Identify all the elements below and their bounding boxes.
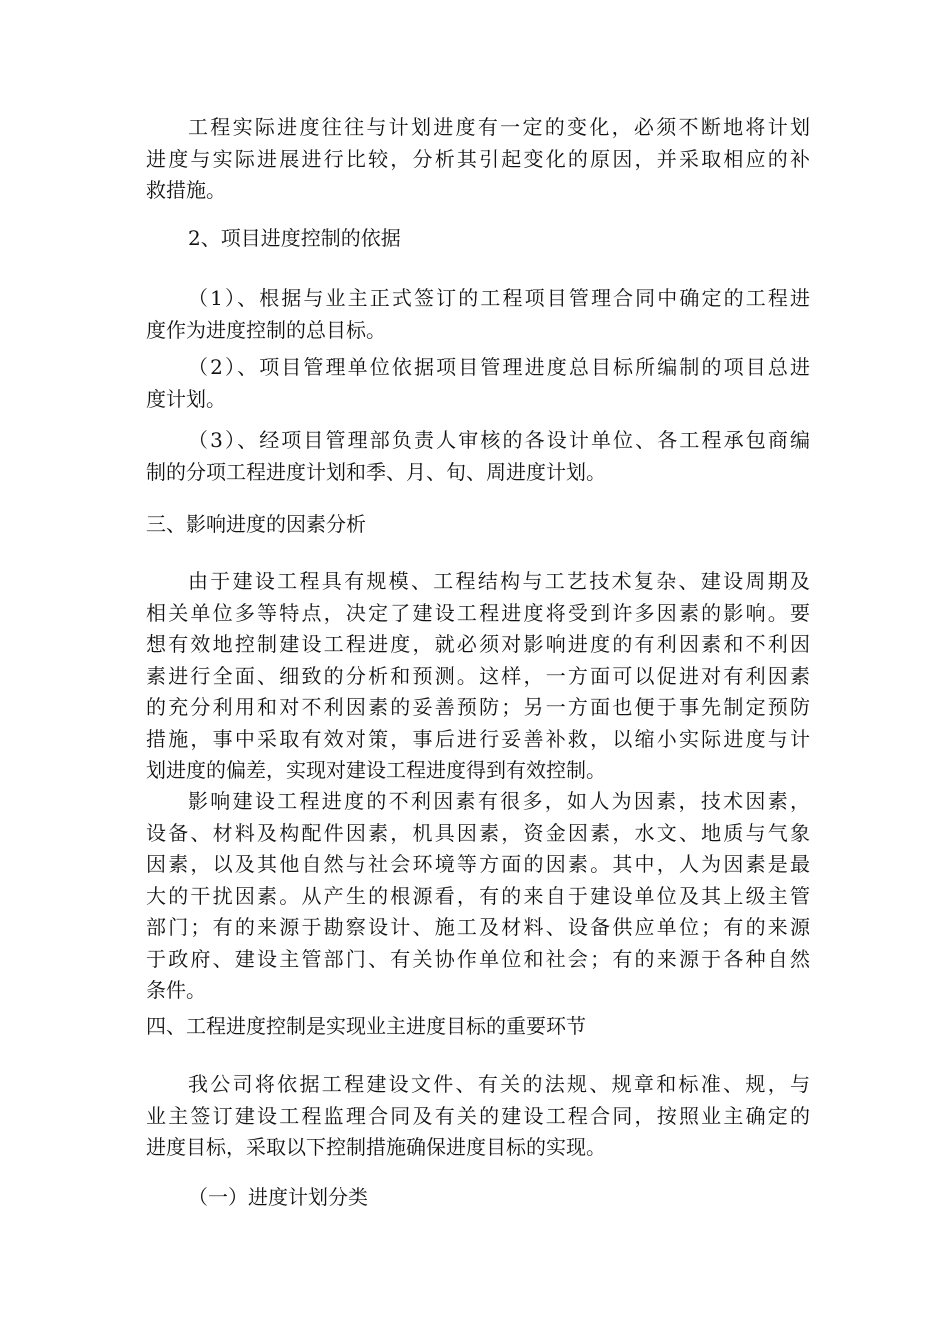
text-line: 想有效地控制建设工程进度，就必须对影响进度的有利因素和不利因 (146, 632, 810, 656)
text-line: 我公司将依据工程建设文件、有关的法规、规章和标准、规，与 (188, 1072, 810, 1096)
text-line: 的充分利用和对不利因素的妥善预防；另一方面也便于事先制定预防 (146, 695, 810, 719)
text-line: 四、工程进度控制是实现业主进度目标的重要环节 (146, 1014, 586, 1038)
text-line: 条件。 (146, 978, 206, 1002)
text-line: 工程实际进度往往与计划进度有一定的变化，必须不断地将计划 (188, 115, 810, 139)
text-line: （1）、根据与业主正式签订的工程项目管理合同中确定的工程进 (188, 286, 810, 310)
body-paragraph (146, 112, 810, 207)
text-line: 三、影响进度的因素分析 (146, 512, 366, 536)
text-line: 相关单位多等特点，决定了建设工程进度将受到许多因素的影响。要 (146, 600, 810, 625)
list-item (146, 425, 810, 488)
text-line: 救措施。 (146, 178, 226, 202)
text-line: 因素，以及其他自然与社会环境等方面的因素。其中，人为因素是最 (146, 852, 810, 876)
text-line: 度计划。 (146, 386, 226, 411)
text-line: 措施，事中采取有效对策，事后进行妥善补救，以缩小实际进度与计 (146, 726, 810, 751)
text-line: 2、项目进度控制的依据 (188, 226, 401, 250)
list-item (146, 283, 810, 346)
text-line: 于政府、建设主管部门、有关协作单位和社会；有的来源于各种自然 (146, 946, 810, 971)
text-line: 度作为进度控制的总目标。 (146, 317, 386, 342)
text-line: 大的干扰因素。从产生的根源看，有的来自于建设单位及其上级主管 (146, 883, 810, 908)
text-line: 由于建设工程具有规模、工程结构与工艺技术复杂、建设周期及 (188, 569, 810, 593)
text-line: （3）、经项目管理部负责人审核的各设计单位、各工程承包商编 (188, 428, 810, 452)
text-line: 业主签订建设工程监理合同及有关的建设工程合同，按照业主确定的 (146, 1103, 810, 1128)
text-line: （2）、项目管理单位依据项目管理进度总目标所编制的项目总进 (188, 355, 810, 379)
text-line: 设备、材料及构配件因素，机具因素，资金因素，水文、地质与气象 (146, 820, 810, 845)
text-line: 划进度的偏差，实现对建设工程进度得到有效控制。 (146, 758, 606, 782)
text-line: 部门；有的来源于勘察设计、施工及材料、设备供应单位；有的来源 (146, 915, 810, 939)
text-line: 制的分项工程进度计划和季、月、旬、周进度计划。 (146, 459, 606, 484)
section-heading (146, 1011, 810, 1043)
section-heading (146, 223, 810, 255)
text-line: 进度与实际进展进行比较，分析其引起变化的原因，并采取相应的补 (146, 146, 810, 171)
text-line: 进度目标，采取以下控制措施确保进度目标的实现。 (146, 1135, 606, 1159)
text-line: 素进行全面、细致的分析和预测。这样，一方面可以促进对有利因素 (146, 663, 810, 688)
body-paragraph (146, 566, 810, 787)
body-paragraph (146, 1069, 810, 1164)
body-paragraph (146, 786, 810, 1007)
list-item (146, 352, 810, 415)
text-line: （一）进度计划分类 (188, 1185, 368, 1209)
subsection-heading (146, 1182, 810, 1214)
section-heading (146, 509, 810, 541)
text-line: 影响建设工程进度的不利因素有很多，如人为因素，技术因素， (188, 789, 810, 813)
